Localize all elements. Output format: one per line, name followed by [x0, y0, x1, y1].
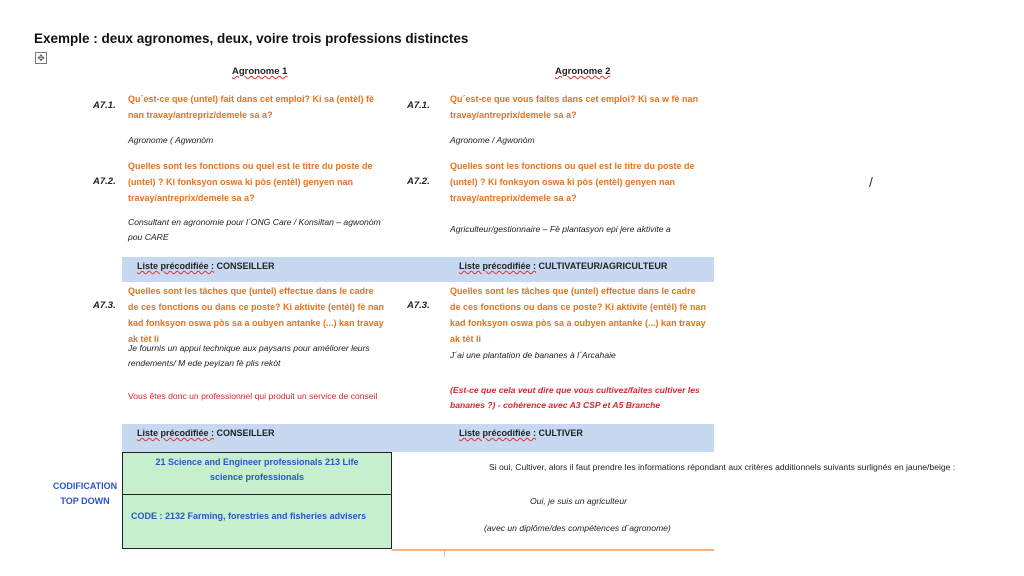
answer-a73-col2: J´ai une plantation de bananes à l´Arcahaie: [450, 350, 616, 360]
isco-code-box: [122, 494, 392, 549]
followup-answer: Oui, je suis un agriculteur: [530, 496, 627, 506]
question-code-a71: A7.1.: [93, 100, 116, 111]
precoded-label: Liste précodifiée :: [459, 261, 537, 271]
question-a72-col1: Quelles sont les fonctions ou quel est le titre du poste de (untel) ? Ki fonksyon oswa ki pòs (entèl) genyen nan travay/antreprix/demele sa a?: [128, 161, 373, 203]
answer-a72-col2: Agriculteur/gestionnaire – Fè plantasyon epi jere aktivite a: [450, 224, 671, 234]
page-title: Exemple : deux agronomes, deux, voire trois professions distinctes: [34, 31, 469, 46]
answer-a71-col2: Agronome / Agwonòm: [450, 135, 535, 145]
isco-group-text: 21 Science and Engineer professionals 213 Life science professionals: [155, 457, 359, 482]
precoded-list-col2-2: [459, 428, 583, 438]
precoded-list-col1-1: [137, 261, 275, 271]
question-a71-col2: Qu´est-ce que vous faites dans cet emploi? Ki sa w fè nan travay/antreprix/demele sa a?: [450, 94, 699, 120]
question-code-a73: A7.3.: [93, 300, 116, 311]
followup-note: Si oui, Cultiver, alors il faut prendre les informations répondant aux critères additionnels suivants surlignés en jaune/beige :: [489, 462, 956, 472]
table-bottom-border: [392, 549, 714, 551]
table-cell-divider: [444, 549, 445, 557]
probe-text-col2: (Est-ce que cela veut dire que vous cultivez/faites cultiver les bananes ?) - cohérence avec A3 CSP et A5 Branche: [450, 385, 700, 410]
precoded-value: CULTIVER: [538, 428, 583, 438]
precoded-label: Liste précodifiée :: [137, 261, 215, 271]
table-move-handle-icon[interactable]: ✥: [35, 52, 47, 64]
question-code-a72: A7.2.: [93, 176, 116, 187]
question-code-a73-col2: A7.3.: [407, 300, 430, 311]
answer-a72-col1: Consultant en agronomie pour l´ONG Care / Konsiltan – agwonòm pou CARE: [128, 217, 381, 242]
question-a73-col2: Quelles sont les tâches que (untel) effectue dans le cadre de ces fonctions ou dans ce poste? Ki aktivite (entèl) fè nan kad fonksyon oswa pòs sa a oubyen antanke (...) kan travay ak tèt li: [450, 286, 707, 344]
column-header-agronome-1: Agronome 1: [232, 66, 288, 77]
precoded-label: Liste précodifiée :: [459, 428, 537, 438]
precoded-value: CULTIVATEUR/AGRICULTEUR: [538, 261, 668, 271]
precoded-value: CONSEILLER: [216, 261, 275, 271]
codification-label: CODIFICATION TOP DOWN: [52, 481, 118, 506]
question-code-a71-col2: A7.1.: [407, 100, 430, 111]
column-header-agronome-2: Agronome 2: [555, 66, 611, 77]
text-cursor: /: [869, 174, 873, 190]
isco-code-text: CODE : 2132 Farming, forestries and fisheries advisers: [131, 511, 367, 521]
precoded-list-col2-1: [459, 261, 667, 271]
question-code-a72-col2: A7.2.: [407, 176, 430, 187]
precoded-value: CONSEILLER: [216, 428, 275, 438]
probe-text-col1: Vous êtes donc un professionnel qui produit un service de conseil: [128, 391, 378, 401]
question-a72-col2: Quelles sont les fonctions ou quel est le titre du poste de (untel) ? Ki fonksyon oswa ki pòs (entèl) genyen nan travay/antreprix/demele sa a?: [450, 161, 695, 203]
isco-group-box: [122, 452, 392, 495]
precoded-list-col1-2: [137, 428, 275, 438]
answer-a73-col1: Je fournis un appui technique aux paysans pour améliorer leurs rendements/ M ede peyizan fè plis rekòt: [128, 343, 370, 368]
question-a73-col1: Quelles sont les tâches que (untel) effectue dans le cadre de ces fonctions ou dans ce poste? Ki aktivite (entèl) fè nan kad fonksyon oswa pòs sa a oubyen antanke (...) kan travay ak tèt li: [128, 286, 385, 344]
precoded-label: Liste précodifiée :: [137, 428, 215, 438]
question-a71-col1: Qu´est-ce que (untel) fait dans cet emploi? Ki sa (entèl) fè nan travay/antrepriz/demele sa a?: [128, 94, 375, 120]
answer-a71-col1: Agronome ( Agwonòm: [128, 135, 214, 145]
followup-qualifier: (avec un diplôme/des compétences d´agronome): [484, 523, 671, 533]
